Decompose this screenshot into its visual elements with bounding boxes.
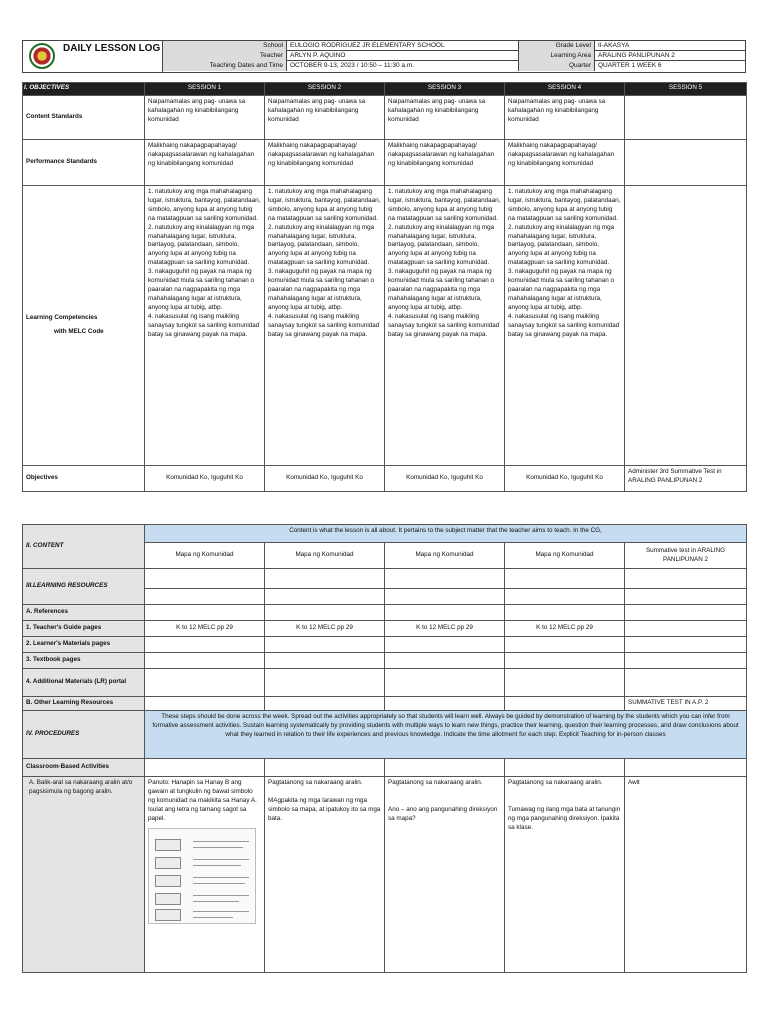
- content-section-title: II. CONTENT: [23, 525, 145, 569]
- grade-label: Grade Level: [519, 41, 595, 51]
- worksheet-picture-4: [155, 893, 181, 905]
- dates-label: Teaching Dates and Time: [163, 61, 287, 71]
- worksheet-line: [193, 865, 241, 866]
- melc-code-label: with MELC Code: [54, 328, 104, 335]
- content-standards-s4: Naipamamalas ang pag- unawa sa kahalagahan ng kinabibilangang komunidad: [505, 96, 625, 140]
- balik-aral-s2: Pagtatanong sa nakaraang aralin. MAgpakita ng mga larawan ng mga simbolo sa mapa, at ipatukoy ito sa mga bata.: [265, 777, 385, 973]
- session-2-header: SESSION 2: [265, 83, 385, 96]
- performance-standards-s4: Malikhaing nakapagpapahayag/ nakapagsasalarawan ng kahalagahan ng kinabibilangang komunidad: [505, 140, 625, 186]
- references-row: [23, 605, 747, 621]
- session-5-header: SESSION 5: [625, 83, 747, 96]
- worksheet-line: [193, 895, 249, 896]
- performance-standards-s5: [625, 140, 747, 186]
- competencies-s2: 1. natutukoy ang mga mahahalagang lugar, istruktura, bantayog, palatandaan, simbolo, anyong lupa at anyong tubig na matatagpuan sa sariling komunidad. 2. natutukoy ang kinalalagyan ng mga mahahalagang lugar, istruktura, bantayog, palatandaan, simbolo, anyong lupa at anyong tubig na matatagpuan sa sariling komunidad. 3. nakaguguhit ng payak na mapa ng komunidad mula sa sariling tahanan o paaralan na nagpapakita ng mga mahahalagang lugar at istruktura, anyong lupa at tubig, atbp. 4. nakasusulat ng isang maikling sanaysay tungkol sa sariling komunidad batay sa ginawang payak na mapa.: [265, 186, 385, 466]
- worksheet-line: [193, 883, 245, 884]
- competencies-s4: 1. natutukoy ang mga mahahalagang lugar, istruktura, bantayog, palatandaan, simbolo, anyong lupa at anyong tubig na matatagpuan sa sariling komunidad. 2. natutukoy ang kinalalagyan ng mga mahahalagang lugar, istruktura, bantayog, palatandaan, simbolo, anyong lupa at anyong tubig na matatagpuan sa sariling komunidad. 3. nakaguguhit ng payak na mapa ng komunidad mula sa sariling tahanan o paaralan na nagpapakita ng mga mahahalagang lugar at istruktura, anyong lupa at tubig, atbp. 4. nakasusulat ng isang maikling sanaysay tungkol sa sariling komunidad batay sa ginawang payak na mapa.: [505, 186, 625, 466]
- learning-competencies-title: Learning Competencies: [26, 314, 98, 322]
- competencies-s1: 1. natutukoy ang mga mahahalagang lugar, istruktura, bantayog, palatandaan, simbolo, anyong lupa at anyong tubig na matatagpuan sa sariling komunidad. 2. natutukoy ang kinalalagyan ng mga mahahalagang lugar, istruktura, bantayog, palatandaan, simbolo, anyong lupa at anyong tubig na matatagpuan sa sariling komunidad. 3. nakaguguhit ng payak na mapa ng komunidad mula sa sariling tahanan o paaralan na nagpapakita ng mga mahahalagang lugar at istruktura, anyong lupa at tubig, atbp. 4. nakasusulat ng isang maikling sanaysay tungkol sa sariling komunidad batay sa ginawang payak na mapa.: [145, 186, 265, 466]
- session-1-header: SESSION 1: [145, 83, 265, 96]
- worksheet-line: [193, 877, 249, 878]
- objectives-table: [22, 82, 747, 492]
- content-standards-s5: [625, 96, 747, 140]
- competencies-s5: [625, 186, 747, 466]
- worksheet-line: [193, 901, 239, 902]
- learners-materials-row: [23, 637, 747, 653]
- topic-s4: Mapa ng Komunidad: [505, 543, 625, 569]
- objectives-row: [23, 466, 747, 492]
- other-resources-s5: SUMMATIVE TEST IN A.P. 2: [625, 697, 747, 711]
- content-standards-s2: Naipamamalas ang pag- unawa sa kahalagahan ng kinabibilangang komunidad: [265, 96, 385, 140]
- worksheet-picture-5: [155, 909, 181, 921]
- worksheet-line: [193, 841, 249, 842]
- tg-s2: K to 12 MELC pp 29: [265, 621, 385, 637]
- session-header-row: [23, 83, 747, 96]
- area-label: Learning Area: [519, 51, 595, 61]
- balik-aral-s1-text: Panuto: Hanapin sa Hanay B ang gawain at tungkulin ng bawat simbolo ng komunidad na makikita sa Hanay A. Isulat ang letra ng tamang sagot sa papel.: [148, 779, 257, 822]
- tg-s3: K to 12 MELC pp 29: [385, 621, 505, 637]
- balik-aral-s4: Pagtatanong sa nakaraang aralin. Tumawag ng ilang mga bata at tanungin ng mga pangunahing direksiyon. Ipakita sa klase.: [505, 777, 625, 973]
- topic-s1: Mapa ng Komunidad: [145, 543, 265, 569]
- teachers-guide-row: [23, 621, 747, 637]
- references-label: A. References: [23, 605, 145, 621]
- teacher-value: ARLYN P. AQUINO: [287, 51, 519, 61]
- classroom-activities-label: Classroom-Based Activities: [23, 759, 145, 777]
- logo-cell: [23, 41, 163, 72]
- competencies-s3: 1. natutukoy ang mga mahahalagang lugar, istruktura, bantayog, palatandaan, simbolo, anyong lupa at anyong tubig na matatagpuan sa sariling komunidad. 2. natutukoy ang kinalalagyan ng mga mahahalagang lugar, istruktura, bantayog, palatandaan, simbolo, anyong lupa at anyong tubig na matatagpuan sa sariling komunidad. 3. nakaguguhit ng payak na mapa ng komunidad mula sa sariling tahanan o paaralan na nagpapakita ng mga mahahalagang lugar at istruktura, anyong lupa at tubig, atbp. 4. nakasusulat ng isang maikling sanaysay tungkol sa sariling komunidad batay sa ginawang payak na mapa.: [385, 186, 505, 466]
- school-seal-icon: [29, 43, 55, 69]
- classroom-activities-row: [23, 759, 747, 777]
- teacher-label: Teacher: [163, 51, 287, 61]
- lesson-log-header: [22, 40, 746, 73]
- learning-competencies-label: [23, 186, 145, 466]
- worksheet-line: [193, 847, 243, 848]
- balik-aral-label: A. Balik-aral sa nakaraang aralin at/o pagsisimula ng bagong aralin.: [23, 777, 145, 973]
- session-4-header: SESSION 4: [505, 83, 625, 96]
- topic-s5: Summative test in ARALING PANLIPUNAN 2: [625, 543, 747, 569]
- worksheet-picture-1: [155, 839, 181, 851]
- resources-section-title: III.LEARNING RESOURCES: [23, 569, 145, 605]
- objectives-section-title: I. OBJECTIVES: [23, 83, 145, 96]
- topic-s3: Mapa ng Komunidad: [385, 543, 505, 569]
- content-standards-label: Content Standards: [23, 96, 145, 140]
- school-label: School: [163, 41, 287, 51]
- performance-standards-row: [23, 140, 747, 186]
- worksheet-line: [193, 859, 249, 860]
- tg-s1: K to 12 MELC pp 29: [145, 621, 265, 637]
- content-procedures-table: [22, 524, 747, 973]
- other-resources-row: [23, 697, 747, 711]
- quarter-label: Quarter: [519, 61, 595, 71]
- additional-materials-label: 4. Additional Materials (LR) portal: [23, 669, 145, 697]
- objectives-s5: Administer 3rd Summative Test in ARALING PANLIPUNAN 2: [625, 466, 747, 492]
- worksheet-line: [193, 911, 249, 912]
- worksheet-picture-3: [155, 875, 181, 887]
- performance-standards-s3: Malikhaing nakapagpapahayag/ nakapagsasalarawan ng kahalagahan ng kinabibilangang komunidad: [385, 140, 505, 186]
- area-value: ARALING PANLIPUNAN 2: [598, 52, 675, 59]
- performance-standards-label: Performance Standards: [23, 140, 145, 186]
- performance-standards-s1: Malikhaing nakapagpapahayag/ nakapagsasalarawan ng kahalagahan ng kinabibilangang komunidad: [145, 140, 265, 186]
- content-standards-s1: Naipamamalas ang pag- unawa sa kahalagahan ng kinabibilangang komunidad: [145, 96, 265, 140]
- textbook-label: 3. Textbook pages: [23, 653, 145, 669]
- grade-value: II-AKASYA: [598, 42, 630, 49]
- objectives-label: Objectives: [23, 466, 145, 492]
- procedures-section-title: IV. PROCEDURES: [23, 711, 145, 759]
- worksheet-picture-2: [155, 857, 181, 869]
- matching-worksheet-image: [148, 828, 256, 924]
- objectives-s4: Komunidad Ko, Iguguhit Ko: [505, 466, 625, 492]
- objectives-s1: Komunidad Ko, Iguguhit Ko: [145, 466, 265, 492]
- balik-aral-row: [23, 777, 747, 973]
- procedures-note: These steps should be done across the week. Spread out the activities appropriately so that students will learn well. Always be guided by demonstration of learning by the students which you can infer from formative assessment activities. Sustain learning systematically by providing students with multiple ways to learn new things, practice their learning, question their learning processes, and draw conclusions about what they learned in relation to their life experiences and previous knowledge. Indicate the time allotment for each step. Explicit Teaching for in-person classes: [145, 711, 747, 759]
- document-title: DAILY LESSON LOG: [63, 43, 161, 54]
- learners-materials-label: 2. Learner's Materials pages: [23, 637, 145, 653]
- content-note: Content is what the lesson is all about. It pertains to the subject matter that the teacher aims to teach. In the CG,: [145, 525, 747, 543]
- balik-aral-s5: Awit: [625, 777, 747, 973]
- objectives-s2: Komunidad Ko, Iguguhit Ko: [265, 466, 385, 492]
- textbook-row: [23, 653, 747, 669]
- content-standards-row: [23, 96, 747, 140]
- balik-aral-s3: Pagtatanong sa nakaraang aralin. Ano – ano ang pangunahing direksiyon sa mapa?: [385, 777, 505, 973]
- school-value: EULOGIO RODRIGUEZ JR ELEMENTARY SCHOOL: [287, 41, 519, 51]
- header-row-dates: [163, 61, 745, 71]
- additional-materials-row: [23, 669, 747, 697]
- content-note-row: [23, 525, 747, 543]
- worksheet-line: [193, 917, 233, 918]
- other-resources-label: B. Other Learning Resources: [23, 697, 145, 711]
- learning-competencies-row: [23, 186, 747, 466]
- balik-aral-s1: [145, 777, 265, 973]
- performance-standards-s2: Malikhaing nakapagpapahayag/ nakapagsasalarawan ng kahalagahan ng kinabibilangang komunidad: [265, 140, 385, 186]
- resources-row-1: [23, 569, 747, 589]
- teachers-guide-label: 1. Teacher's Guide pages: [23, 621, 145, 637]
- session-3-header: SESSION 3: [385, 83, 505, 96]
- procedures-note-row: [23, 711, 747, 759]
- header-row-school: [163, 41, 745, 51]
- topic-s2: Mapa ng Komunidad: [265, 543, 385, 569]
- content-standards-s3: Naipamamalas ang pag- unawa sa kahalagahan ng kinabibilangang komunidad: [385, 96, 505, 140]
- objectives-s3: Komunidad Ko, Iguguhit Ko: [385, 466, 505, 492]
- tg-s4: K to 12 MELC pp 29: [505, 621, 625, 637]
- dates-value: OCTOBER 9-13, 2023 / 10:50 – 11:30 a.m.: [287, 61, 519, 71]
- header-row-teacher: [163, 51, 745, 61]
- quarter-value: QUARTER 1 WEEK 6: [598, 62, 662, 69]
